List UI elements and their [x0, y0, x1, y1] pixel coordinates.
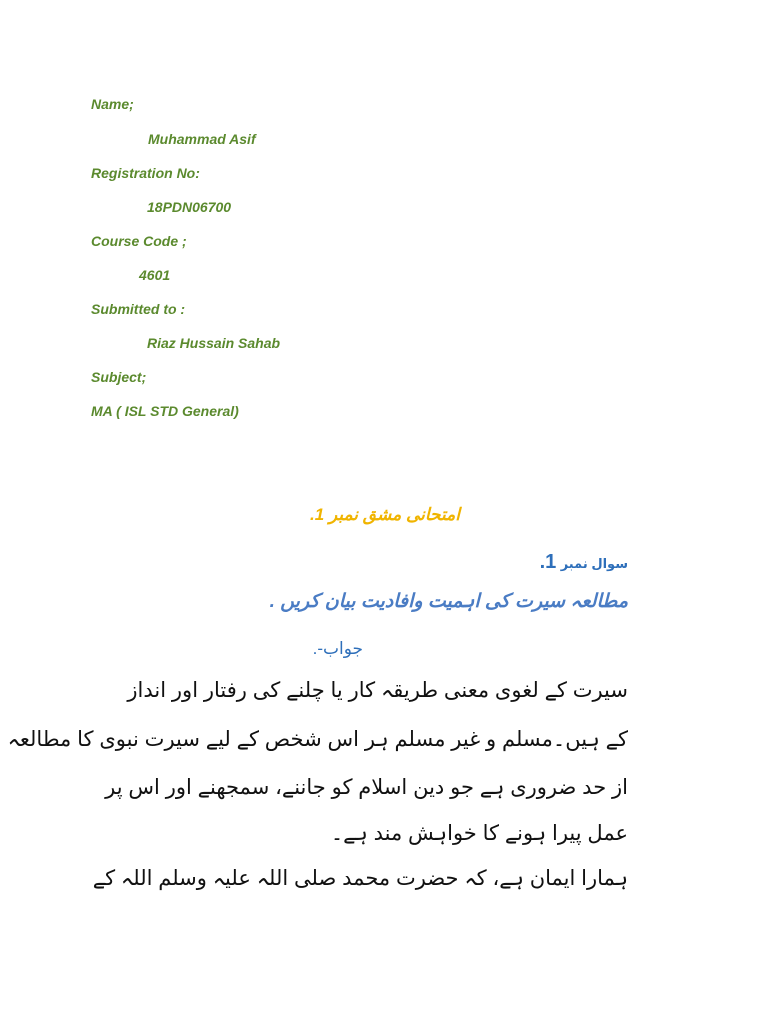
exam-title: امتحانی مشق نمبر 1.: [310, 505, 460, 524]
question-number: [540, 551, 628, 574]
question-text: مطالعہ سیرت کی اہمیت وافادیت بیان کریں .: [269, 591, 628, 612]
course-code-label: Course Code ;: [91, 233, 187, 249]
answer-label: جواب-.: [312, 639, 363, 658]
submitted-to-value: Riaz Hussain Sahab: [147, 335, 281, 351]
subject-label: Subject;: [91, 369, 147, 385]
subject-value: MA ( ISL STD General): [91, 403, 239, 419]
course-code-value: 4601: [139, 267, 171, 283]
answer-line: کے ہیں۔مسلم و غیر مسلم ہر اس شخص کے لیے سیرت نبوی کا مطالعہ: [7, 728, 628, 751]
submitted-to-label: Submitted to :: [91, 301, 186, 317]
registration-label: Registration No:: [91, 165, 200, 181]
name-value: Muhammad Asif: [148, 131, 256, 147]
question-label: سوال نمبر: [560, 556, 628, 571]
answer-line: ہمارا ایمان ہے، کہ حضرت محمد صلی اللہ علیہ وسلم اللہ کے: [92, 867, 628, 890]
answer-line: سیرت کے لغوی معنی طریقہ کار یا چلنے کی رفتار اور انداز: [127, 679, 628, 702]
answer-line: عمل پیرا ہونے کا خواہش مند ہے۔: [330, 822, 628, 845]
registration-value: 18PDN06700: [147, 199, 232, 215]
name-label: Name;: [91, 96, 134, 112]
answer-line: از حد ضروری ہے جو دین اسلام کو جاننے، سمجھنے اور اس پر: [105, 776, 628, 799]
question-number-value: 1.: [539, 551, 557, 573]
